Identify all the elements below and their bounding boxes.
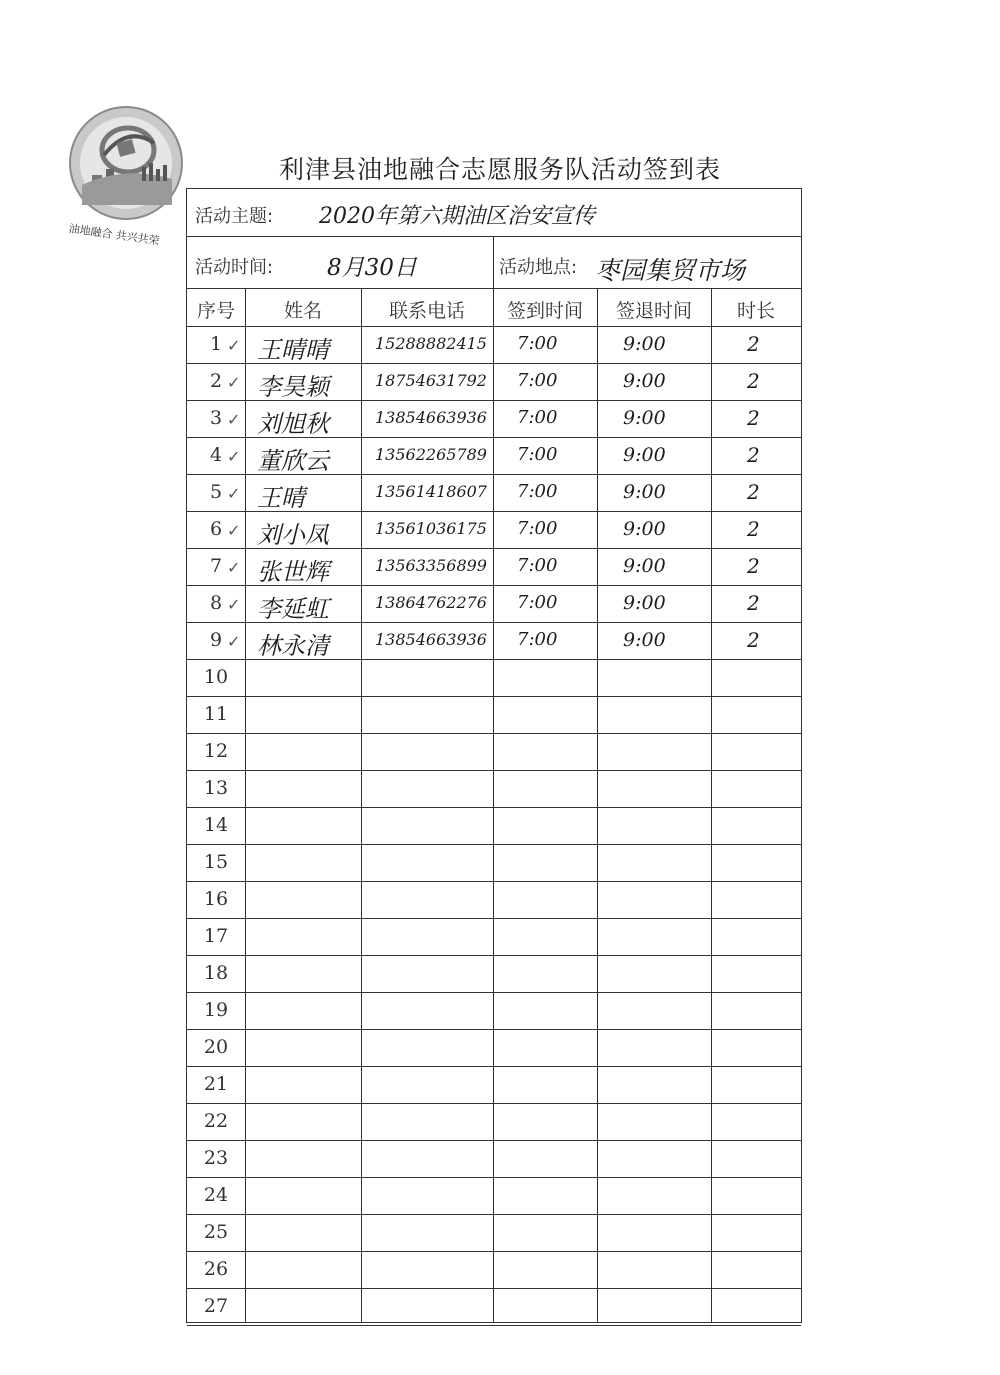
name-cell: 刘旭秋 xyxy=(257,410,329,438)
row-divider xyxy=(187,807,801,808)
row-number: 18 xyxy=(203,962,229,984)
checkmark-icon: ✓ xyxy=(227,595,241,614)
row-number: 22 xyxy=(203,1110,229,1132)
row-number: 26 xyxy=(203,1258,229,1280)
signin-cell: 7:00 xyxy=(517,481,558,502)
col-divider xyxy=(361,288,362,1322)
hours-cell: 2 xyxy=(747,628,760,652)
hours-cell: 2 xyxy=(747,554,760,578)
row-number: 25 xyxy=(203,1221,229,1243)
signout-cell: 9:00 xyxy=(623,592,666,614)
signout-cell: 9:00 xyxy=(623,407,666,429)
phone-cell: 15288882415 xyxy=(375,334,487,353)
time-label: 活动时间: xyxy=(195,257,274,278)
col-header-signout: 签退时间 xyxy=(615,300,692,322)
signin-cell: 7:00 xyxy=(517,629,558,650)
phone-cell: 13562265789 xyxy=(375,445,487,464)
row-divider xyxy=(187,1177,801,1178)
name-cell: 董欣云 xyxy=(257,447,329,475)
col-header-signin: 签到时间 xyxy=(506,300,583,322)
row-number: 5 xyxy=(209,481,223,503)
phone-cell: 13854663936 xyxy=(375,408,487,427)
row-number: 23 xyxy=(203,1147,229,1169)
row-number: 19 xyxy=(203,999,229,1021)
row-number: 21 xyxy=(203,1073,229,1095)
row-number: 7 xyxy=(209,555,223,577)
row-divider xyxy=(187,955,801,956)
hours-cell: 2 xyxy=(747,517,760,541)
hours-cell: 2 xyxy=(747,480,760,504)
place-label: 活动地点: xyxy=(499,257,578,278)
col-header-name: 姓名 xyxy=(283,300,322,322)
checkmark-icon: ✓ xyxy=(227,447,241,466)
page-title: 利津县油地融合志愿服务队活动签到表 xyxy=(278,155,721,184)
row-number: 10 xyxy=(203,666,229,688)
logo-caption: 油地融合 共兴共荣 xyxy=(67,221,161,248)
row-divider xyxy=(187,1288,801,1289)
divider xyxy=(187,326,801,327)
phone-cell: 13864762276 xyxy=(375,593,487,612)
signin-sheet xyxy=(186,188,802,1323)
emblem-icon xyxy=(68,105,186,240)
time-value: 8月30日 xyxy=(327,255,417,281)
col-divider xyxy=(597,288,598,1322)
row-number: 4 xyxy=(209,444,223,466)
row-number: 15 xyxy=(203,851,229,873)
hours-cell: 2 xyxy=(747,406,760,430)
signout-cell: 9:00 xyxy=(623,370,666,392)
checkmark-icon: ✓ xyxy=(227,521,241,540)
divider xyxy=(187,236,801,237)
row-number: 14 xyxy=(203,814,229,836)
checkmark-icon: ✓ xyxy=(227,558,241,577)
signin-cell: 7:00 xyxy=(517,444,558,465)
name-cell: 王晴晴 xyxy=(257,336,329,364)
row-number: 8 xyxy=(209,592,223,614)
signout-cell: 9:00 xyxy=(623,444,666,466)
checkmark-icon: ✓ xyxy=(227,632,241,651)
phone-cell: 13561036175 xyxy=(375,519,487,538)
name-cell: 张世辉 xyxy=(257,558,329,586)
row-number: 17 xyxy=(203,925,229,947)
row-divider xyxy=(187,992,801,993)
col-divider xyxy=(245,288,246,1322)
row-number: 20 xyxy=(203,1036,229,1058)
signout-cell: 9:00 xyxy=(623,555,666,577)
signin-cell: 7:00 xyxy=(517,333,558,354)
name-cell: 李昊颖 xyxy=(257,373,329,401)
row-number: 6 xyxy=(209,518,223,540)
checkmark-icon: ✓ xyxy=(227,336,241,355)
signout-cell: 9:00 xyxy=(623,481,666,503)
hours-cell: 2 xyxy=(747,443,760,467)
col-header-phone: 联系电话 xyxy=(388,300,465,322)
col-header-no: 序号 xyxy=(196,300,235,322)
row-number: 9 xyxy=(209,629,223,651)
hours-cell: 2 xyxy=(747,332,760,356)
row-number: 27 xyxy=(203,1295,229,1317)
signin-cell: 7:00 xyxy=(517,555,558,576)
col-header-hours: 时长 xyxy=(736,300,775,322)
row-divider xyxy=(187,881,801,882)
row-number: 13 xyxy=(203,777,229,799)
signin-cell: 7:00 xyxy=(517,518,558,539)
phone-cell: 13561418607 xyxy=(375,482,487,501)
row-number: 3 xyxy=(209,407,223,429)
signin-cell: 7:00 xyxy=(517,370,558,391)
phone-cell: 13563356899 xyxy=(375,556,487,575)
name-cell: 林永清 xyxy=(257,632,329,660)
name-cell: 李延虹 xyxy=(257,595,329,623)
row-divider xyxy=(187,1066,801,1067)
row-number: 11 xyxy=(203,703,229,725)
row-number: 12 xyxy=(203,740,229,762)
checkmark-icon: ✓ xyxy=(227,410,241,429)
checkmark-icon: ✓ xyxy=(227,484,241,503)
row-number: 1 xyxy=(209,333,223,355)
row-number: 2 xyxy=(209,370,223,392)
row-divider xyxy=(187,696,801,697)
phone-cell: 18754631792 xyxy=(375,371,487,390)
theme-value: 2020年第六期油区治安宣传 xyxy=(319,204,595,229)
logo xyxy=(67,105,186,248)
theme-label: 活动主题: xyxy=(195,206,274,227)
name-cell: 刘小凤 xyxy=(257,521,329,549)
row-divider xyxy=(187,1140,801,1141)
row-divider xyxy=(187,1214,801,1215)
col-divider xyxy=(711,288,712,1322)
phone-cell: 13854663936 xyxy=(375,630,487,649)
row-divider xyxy=(187,1325,801,1326)
signout-cell: 9:00 xyxy=(623,629,666,651)
row-divider xyxy=(187,1029,801,1030)
checkmark-icon: ✓ xyxy=(227,373,241,392)
row-divider xyxy=(187,770,801,771)
signin-cell: 7:00 xyxy=(517,592,558,613)
signin-cell: 7:00 xyxy=(517,407,558,428)
col-divider xyxy=(493,288,494,1322)
row-divider xyxy=(187,918,801,919)
row-divider xyxy=(187,1103,801,1104)
name-cell: 王晴 xyxy=(257,484,305,512)
row-divider xyxy=(187,1251,801,1252)
place-value: 枣园集贸市场 xyxy=(595,256,746,285)
signout-cell: 9:00 xyxy=(623,518,666,540)
hours-cell: 2 xyxy=(747,369,760,393)
row-number: 16 xyxy=(203,888,229,910)
divider xyxy=(187,288,801,289)
signout-cell: 9:00 xyxy=(623,333,666,355)
hours-cell: 2 xyxy=(747,591,760,615)
row-number: 24 xyxy=(203,1184,229,1206)
row-divider xyxy=(187,733,801,734)
row-divider xyxy=(187,844,801,845)
divider xyxy=(493,236,494,288)
